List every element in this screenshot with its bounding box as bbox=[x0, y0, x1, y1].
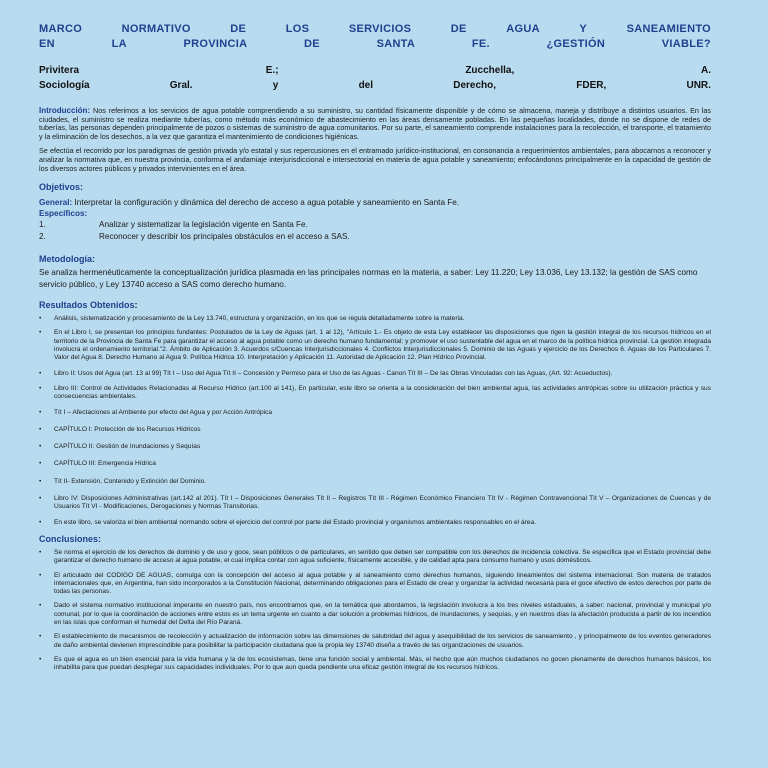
intro-paragraph-2: Se efectúa el recorrido por los paradigmas de gestión privada y/o estatal y sus repercusiones en el entramado jurídico-institucional, en consonancia a requerimientos ambientales, para abocarnos a reconocer y analizar la normativa que, en nuestra provincia, conforma el andamiaje interjurisdiccional e intersectorial en materia de agua potable y saneamiento; enfocándonos principalmente en la capacidad de gestión de los diversos actores públicos y privados intervinientes en el área. bbox=[39, 146, 711, 173]
title-line-1 bbox=[39, 22, 711, 37]
list-item: • Análisis, sistematización y procesamiento de la Ley 13.740, estructura y organización, en los que se regula detalladamente sobre la materia. bbox=[39, 315, 711, 323]
list-item: • Libro III: Control de Actividades Relacionadas al Recurso Hídrico (art.100 al 141), En particular, este libro se orienta a la consideración del bien ambiental agua, las actividades antrópicas sobre su utilización práctica y sus consecuencias ambientales. bbox=[39, 385, 711, 402]
authors-line-2 bbox=[39, 78, 711, 93]
title-word: SANEAMIENTO bbox=[626, 23, 711, 35]
intro-label: Introducción: bbox=[39, 106, 91, 115]
title-word: VIABLE? bbox=[661, 38, 711, 50]
specific-objective bbox=[39, 231, 711, 243]
conclusions-heading: Conclusiones: bbox=[39, 533, 102, 544]
list-item: • En el Libro I, se presentan los principios fundantes: Postulados de la Ley de Aguas (art. 1 al 12), "Artículo 1.- Es objeto de esta Ley establecer las disposiciones que rigen la gestión integral de los recursos hídricos en el territorio de la Provincia de Santa Fe para garantizar el acceso al agua potable como un derecho humano fundamental; y promover el uso sustentable del agua en el marco de la política hídrica provincial. La gestión integrada involucra el ordenamiento territorial."2. Ámbito de Aplicación 3. Acuerdos s/Cuencas Interjurisdiccionales 4. Conflictos Interjurisdiccionales 5. Dominio de las Aguas y ejercicio de los Derechos 6. Aguas de los Particulares 7. Valor del Agua 8. Derecho Humano al Agua 9. Política Hídrica 10. Interpretación y Aplicación 11. Autoridad de Aplicación 12. Plan Hídrico Provincial. bbox=[39, 329, 711, 362]
author-word: Gral. bbox=[169, 80, 193, 91]
list-item: • Es que el agua es un bien esencial para la vida humana y la de los ecosistemas, tiene una función social y ambiental. Más, el hecho que aún muchos ciudadanos no gocen plenamente de derechos humanos básicos, los inhabilita para que puedan desplegar sus capacidades individuales. Por lo que aun queda pendiente una eficaz gestión integral de los recursos hídricos. bbox=[39, 656, 711, 673]
general-objective bbox=[39, 197, 711, 208]
author-word: UNR. bbox=[686, 80, 711, 91]
list-item: • Se norma el ejercicio de los derechos de dominio y de uso y goce, sean públicos o de particulares, en sentido que deben ser compatible con los derechos de incidencia colectiva. Se especifica que el Estado provincial debe garantizar el derecho humano de acceso al agua potable, el cual implica contar con agua suficiente, físicamente accesible, y de calidad apta para consumo humano y usos domésticos. bbox=[39, 549, 711, 566]
title-word: DE bbox=[450, 23, 467, 35]
list-item: • Dado el sistema normativo institucional imperante en nuestro país, nos encontramos que, en la temática que abordamos, la legislación involucra a los tres niveles estaduales, a saber: nacional, provincial y municipal y/o comunal, por lo que la coordinación de acciones entre estos es un tema urgente en cuanto a dar solución a problemas hídricos, de inundaciones, y sequías, y en nuestros días la afectación producida a partir de los incendios en las islas que conforman el humedal del Delta del Río Paraná. bbox=[39, 602, 711, 627]
list-item: • Libro IV: Disposiciones Administrativas (art.142 al 201). Tít I – Disposiciones Generales Tít II – Registros Tít III - Régimen Económico Financiero Tít IV - Régimen Contravencional Tít V – Organizaciones de Cuencas y de Usuarios Tít VI - Modificaciones, Derogaciones y Normas Transitorias. bbox=[39, 495, 711, 512]
title-word: ¿GESTIÓN bbox=[546, 38, 606, 50]
objectives-heading: Objetivos: bbox=[39, 182, 84, 193]
intro-paragraph bbox=[39, 107, 711, 141]
title-word: LA bbox=[111, 38, 127, 50]
title-word: LOS bbox=[285, 23, 310, 35]
author-word: FDER, bbox=[576, 80, 607, 91]
author-word: Zucchella, bbox=[465, 65, 515, 76]
list-item: • CAPÍTULO III: Emergencia Hídrica bbox=[39, 460, 711, 468]
author-word: del bbox=[358, 80, 374, 91]
author-word: Privitera bbox=[39, 65, 80, 76]
methodology-text: Se analiza hermenéuticamente la conceptualización jurídica plasmada en las principales normas en la materia, a saber: Ley 11.220; Ley 13.036, Ley 13.132; la gestión de SAS como servicio público, y Ley 13740 acceso a SAS como derecho humano. bbox=[39, 268, 698, 290]
specific-text: Reconocer y describir los principales obstáculos en el acceso a SAS. bbox=[99, 232, 350, 242]
methodology-heading: Metodología: bbox=[39, 254, 95, 265]
author-word: Derecho, bbox=[453, 80, 497, 91]
title-word: MARCO bbox=[39, 23, 83, 35]
title-line-2 bbox=[39, 37, 711, 52]
title-word: SANTA bbox=[376, 38, 416, 50]
specific-label: Específicos: bbox=[39, 209, 88, 219]
title-word: DE bbox=[304, 38, 320, 50]
list-item: • Tít II- Extensión, Contenido y Extinción del Dominio. bbox=[39, 478, 711, 486]
author-word: Sociología bbox=[39, 80, 90, 91]
list-item: • CAPÍTULO I: Protección de los Recursos Hídricos bbox=[39, 426, 711, 434]
specific-num: 2. bbox=[39, 232, 46, 242]
title-word: NORMATIVO bbox=[121, 23, 191, 35]
results-heading: Resultados Obtenidos: bbox=[39, 300, 138, 311]
authors-line-1 bbox=[39, 63, 711, 78]
general-text: Interpretar la configuración y dinámica del derecho de acceso a agua potable y saneamiento en Santa Fe. bbox=[74, 198, 460, 208]
list-item: • Tít I – Afectaciones al Ambiente por efecto del Agua y por Acción Antrópica bbox=[39, 409, 711, 417]
specific-objective bbox=[39, 219, 711, 231]
conclusions-list bbox=[39, 549, 711, 673]
title-word: PROVINCIA bbox=[183, 38, 248, 50]
list-item: • CAPÍTULO II: Gestión de Inundaciones y Sequías bbox=[39, 443, 711, 451]
list-item: • El articulado del CODIGO DE AGUAS, comulga con la concepción del acceso al agua potable y al saneamiento como derechos humanos, siguiendo lineamientos del sistema internacional. Son materia de tratados internacionales que, en Argentina, han sido incorporados a la Constitución Nacional, determinando obligaciones para el Estado de crear y organizar la actividad necesaria para el goce efectivo de estos derechos por parte de todas las personas. bbox=[39, 572, 711, 597]
author-word: y bbox=[272, 80, 279, 91]
list-item: • El establecimiento de mecanismos de recolección y actualización de información sobre las dimensiones de salubridad del agua y asequibilidad de los servicios de saneamiento , y principalmente de los eventos generadores de daño ambiental devienen imprescindible para posibilitar la participación ciudadana que la propia ley 13740 diseña a través de las organizaciones de usuarios. bbox=[39, 633, 711, 650]
title-word: EN bbox=[39, 38, 55, 50]
specific-text: Analizar y sistematizar la legislación vigente en Santa Fe. bbox=[99, 220, 308, 230]
title-word: FE. bbox=[471, 38, 490, 50]
list-item: • En este libro, se valoriza el bien ambiental normando sobre el ejercicio del control por parte del Estado provincial y organismos ambientales responsables en el área. bbox=[39, 519, 711, 527]
title-word: SERVICIOS bbox=[348, 23, 412, 35]
intro-text: Nos referimos a los servicios de agua potable comprendiendo a su suministro, su cantidad físicamente disponible y de cómo se almacena, maneja y distribuye a distintos usuarios. En las ciudades, el suministro se realiza mediante tuberías, como método más económico de abastecimiento en las áreas densamente pobladas. En las pequeñas localidades, donde no se dispone de redes de tuberías, las personas dependen principalmente de pozos o sistemas de suministro de agua comunitarios. Por su parte, el saneamiento comprende instalaciones para la recolección, el transporte, el tratamiento y la eliminación de los desechos, a la vez que garantiza el mantenimiento de condiciones higiénicas. bbox=[39, 106, 712, 141]
list-item: • Libro II: Usos del Agua (art. 13 al 99) Tít I – Uso del Agua Tít II – Concesión y Permiso para el Uso de las Aguas - Canon Tít III – De las Obras Vinculadas con las Aguas, (Art. 92: Acueductos). bbox=[39, 370, 711, 378]
author-word: E.; bbox=[265, 65, 279, 76]
author-word: A. bbox=[700, 65, 711, 76]
results-list bbox=[39, 315, 711, 527]
title-word: DE bbox=[230, 23, 247, 35]
general-label: General: bbox=[39, 198, 73, 208]
title-word: Y bbox=[579, 23, 588, 35]
title-word: AGUA bbox=[506, 23, 540, 35]
specific-num: 1. bbox=[39, 220, 46, 230]
